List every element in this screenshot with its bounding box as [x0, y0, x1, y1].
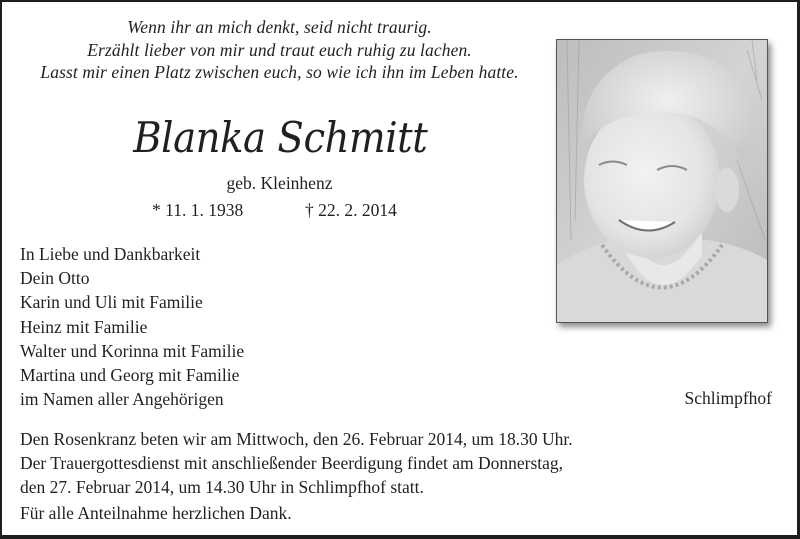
mourner-line: Walter und Korinna mit Familie [20, 340, 245, 361]
deceased-name: Blanka Schmitt [133, 113, 428, 162]
service-line: Der Trauergottesdienst mit anschließender Beerdigung findet am Donnerstag, [20, 453, 564, 473]
portrait-photo [556, 39, 768, 323]
mourner-line: In Liebe und Dankbarkeit [20, 244, 201, 264]
mourner-line: Karin und Uli mit Familie [20, 292, 203, 313]
maiden-name: geb. Kleinhenz [226, 173, 333, 193]
memorial-verse [2, 16, 557, 84]
portrait-photo-icon [557, 40, 767, 322]
verse-line: Erzählt lieber von mir und traut euch ruhig zu lachen. [87, 39, 472, 60]
death-date: † 22. 2. 2014 [305, 200, 397, 220]
service-line: Den Rosenkranz beten wir am Mittwoch, den 26. Februar 2014, um 18.30 Uhr. [20, 429, 573, 449]
birth-date: * 11. 1. 1938 [152, 200, 244, 220]
mourner-line: Martina und Georg mit Familie [20, 365, 240, 386]
mourner-line: Dein Otto [20, 268, 90, 289]
verse-line: Wenn ihr an mich denkt, seid nicht traurig. [127, 17, 432, 37]
mourner-line: Heinz mit Familie [20, 316, 148, 337]
place-name: Schlimpfhof [684, 388, 772, 408]
thanks-line: Für alle Anteilnahme herzlichen Dank. [20, 503, 292, 523]
mourners-list [20, 242, 244, 411]
verse-line: Lasst mir einen Platz zwischen euch, so wie ich ihn im Leben hatte. [40, 62, 519, 82]
obituary-notice [2, 2, 797, 535]
service-details [20, 427, 573, 499]
service-line: den 27. Februar 2014, um 14.30 Uhr in Schlimpfhof statt. [20, 477, 424, 497]
mourner-line: im Namen aller Angehörigen [20, 389, 224, 410]
